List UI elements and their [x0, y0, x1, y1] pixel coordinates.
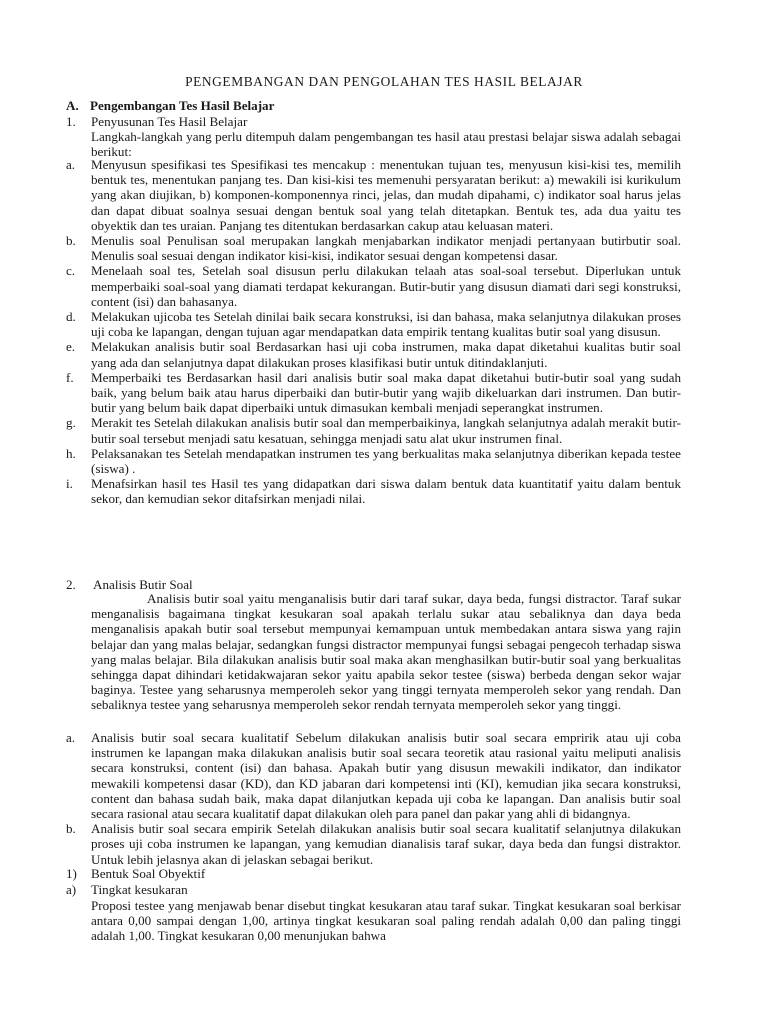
section-a-title: Pengembangan Tes Hasil Belajar	[90, 98, 275, 113]
subsection-a-paragraph: Proposi testee yang menjawab benar disebut tingkat kesukaran atau taraf sukar. Tingkat kesukaran soal berkisar antara 0,00 sampai dengan 1,00, artinya tingkat kesukaran soal paling rendah adalah 0,00 dan paling tinggi adalah 1,00. Tingkat kesukaran 0,00 menunjukan bahwa	[91, 898, 681, 944]
list-item-text: Memperbaiki tes Berdasarkan hasil dari analisis butir soal maka dapat diketahui butir-butir soal yang sudah baik, yang belum baik atau harus diperbaiki dan butir-butir yang wajib dikeluarkan dari instrumen. Dan butir-butir yang belum baik dapat diperbaiki untuk dimasukan kembali menjadi seperangkat instrumen.	[91, 369, 681, 416]
list-item-text: Analisis butir soal secara kualitatif Sebelum dilakukan analisis butir soal secara empririk atau uji coba instrumen ke lapangan maka dilakukan analisis butir soal secara teoretik atau rasional yaitu meliputi analisis secara konstruksi, content (isi) dan bahasa. Apakah butir yang disusun mewakili indikator, dan indikator mewakili kompetensi dasar (KD), dan KD jabaran dari kompetensi inti (KI), kemudian jika secara konstruksi, content dan bahasa sudah baik, maka dapat dilanjutkan kepada uji coba ke lapangan. Dan analisis butir soal secara rasional atau secara kualitatif dapat dilakukan oleh para panel dan pakar yang ahli di bidangnya.	[91, 730, 681, 822]
steps-list	[66, 157, 681, 507]
list-item	[66, 263, 681, 309]
list-item	[66, 157, 681, 233]
list-item	[66, 233, 681, 263]
list-item-text: Menafsirkan hasil tes Hasil tes yang didapatkan dari siswa dalam bentuk data kuantitatif yaitu dalam bentuk sekor, dan kemudian sekor ditafsirkan menjadi nilai.	[91, 476, 681, 507]
list-item-text: Melakukan ujicoba tes Setelah dinilai baik secara konstruksi, isi dan bahasa, maka selanjutnya dilakukan proses uji coba ke lapangan, dengan tujuan agar mendapatkan data empirik tentang kualitas butir soal yang disusun.	[91, 309, 681, 340]
section-1-label: 1.	[66, 114, 76, 129]
document-title: PENGEMBANGAN DAN PENGOLAHAN TES HASIL BELAJAR	[185, 74, 583, 89]
section-2-heading	[66, 577, 193, 592]
list-item-mark: g.	[66, 415, 76, 431]
list-item-text: Menelaah soal tes, Setelah soal disusun perlu dilakukan telaah atas soal-soal tersebut. Diperlukan untuk memperbaiki soal-soal yang diamati terdapat kekurangan. Butir-butir yang disusun diamati dari segi konstruksi, content (isi) dan bahasanya.	[91, 263, 681, 309]
analysis-list	[66, 730, 681, 867]
section-2-label: 2.	[66, 577, 76, 592]
list-item-mark: c.	[66, 263, 76, 279]
list-item-text: Analisis butir soal secara empirik Setelah dilakukan analisis butir soal secara kualitatif selanjutnya dilakukan proses uji coba instrumen ke lapangan, yang kemudian dianalisis taraf sukar, daya beda dan fungsi distraktor. Untuk lebih jelasnya akan di jelaskan sebagai berikut.	[91, 821, 681, 867]
list-item-text: Melakukan analisis butir soal Berdasarkan hasi uji coba instrumen, maka dapat diketahui kualitas butir soal yang ada dan selanjutnya dapat dilakukan proses klasifikasi butir untuk ditindaklanjuti.	[91, 339, 681, 370]
list-item-mark: a.	[66, 730, 76, 745]
section-1-title: Penyusunan Tes Hasil Belajar	[91, 114, 248, 129]
subsection-a-title: Tingkat kesukaran	[91, 882, 188, 897]
section-2-paragraph: Analisis butir soal yaitu menganalisis butir dari taraf sukar, daya beda, fungsi distractor. Taraf sukar menganalisis bagaimana tingkat kesukaran soal apakah terlalu sukar atau sebaliknya dan daya beda menganalisis apakah butir soal tersebut mempunyai kemampuan untuk membedakan antara siswa yang rajin belajar dan yang malas belajar, sedangkan fungsi distractor mempunyai fungsi sebagai pengecoh terhadap siswa yang malas belajar. Bila dilakukan analisis butir soal maka akan menghasilkan butir-butir soal yang berkualitas sehingga dapat dihindari ketidakwajaran sekor yaitu apabila sekor testee (siswa) berbeda dengan sekor wajar baginya. Testee yang seharusnya memperoleh sekor yang tinggi ternyata memperoleh sekor yang rendah. Dan sebaliknya testee yang seharusnya memperoleh sekor rendah ternyata memperoleh sekor yang tinggi.	[91, 591, 681, 713]
list-item	[66, 730, 681, 821]
section-1-heading	[66, 114, 247, 129]
list-item	[66, 309, 681, 339]
list-item	[66, 370, 681, 416]
section-1-intro: Langkah-langkah yang perlu ditempuh dalam pengembangan tes hasil atau prestasi belajar siswa adalah sebagai berikut:	[91, 129, 681, 160]
list-item	[66, 476, 681, 506]
subsection-1-label: 1)	[66, 866, 77, 881]
subsection-a-label: a)	[66, 882, 77, 897]
list-item-mark: h.	[66, 445, 76, 461]
list-item	[66, 821, 681, 867]
list-item-text: Merakit tes Setelah dilakukan analisis butir soal dan memperbaikinya, langkah selanjutnya adalah merakit butir-butir soal tersebut menjadi satu kesatuan, sehingga menjadi satu alat ukur instrumen final.	[91, 415, 681, 446]
list-item-text: Pelaksanakan tes Setelah mendapatkan instrumen tes yang berkualitas maka selanjutnya diberikan kepada testee (siswa) .	[91, 445, 681, 477]
list-item-mark: b.	[66, 821, 76, 837]
list-item	[66, 415, 681, 445]
subsection-1-title: Bentuk Soal Obyektif	[91, 866, 206, 881]
list-item-mark: a.	[66, 157, 76, 172]
section-a-label: A.	[66, 98, 79, 113]
subsection-a-heading	[66, 882, 188, 897]
list-item	[66, 446, 681, 476]
list-item	[66, 339, 681, 369]
section-2-title: Analisis Butir Soal	[93, 577, 193, 592]
list-item-text: Menyusun spesifikasi tes Spesifikasi tes mencakup : menentukan tujuan tes, menyusun kisi-kisi tes, memilih bentuk tes, menentukan panjang tes. Dan kisi-kisi tes memenuhi persyaratan berikut: a) mewakili isi kurikulum yang akan diujikan, b) komponen-komponennya rinci, jelas, dan mudah dipahami, c) indikator soal harus jelas dan dapat dibuat soalnya sesuai dengan bentuk soal yang telah ditetapkan. Bentuk tes, ada dua yaitu tes obyektik dan tes uraian. Panjang tes ditentukan berdasarkan cakup atau keluasan materi.	[91, 157, 681, 233]
list-item-mark: d.	[66, 309, 76, 325]
list-item-mark: e.	[66, 339, 76, 355]
list-item-mark: i.	[66, 476, 73, 492]
list-item-text: Menulis soal Penulisan soal merupakan langkah menjabarkan indikator menjadi pertanyaan butirbutir soal. Menulis soal sesuai dengan indikator kisi-kisi, indikator sesuai dengan kompetensi dasar.	[91, 233, 681, 264]
section-a-heading	[66, 98, 274, 113]
list-item-mark: b.	[66, 233, 76, 249]
subsection-1-heading	[66, 866, 205, 881]
list-item-mark: f.	[66, 369, 74, 385]
